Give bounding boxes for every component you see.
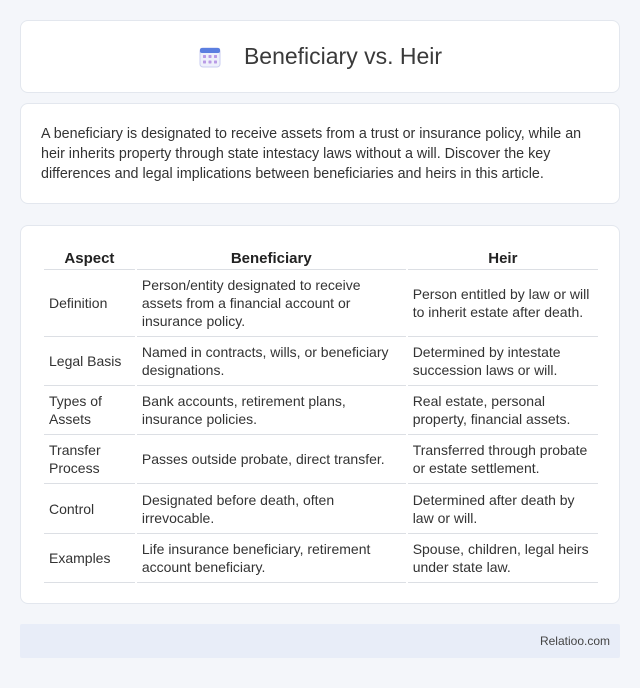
table-row bbox=[44, 484, 598, 534]
footer-brand: Relatioo.com bbox=[539, 634, 610, 648]
beneficiary-cell: Bank accounts, retirement plans, insurance policies. bbox=[137, 386, 406, 435]
aspect-cell: Examples bbox=[44, 534, 135, 583]
heir-cell: Spouse, children, legal heirs under state law. bbox=[408, 534, 598, 583]
beneficiary-cell: Person/entity designated to receive assets from a financial account or insurance policy. bbox=[137, 270, 406, 337]
table-row bbox=[44, 337, 598, 386]
aspect-cell: Control bbox=[44, 484, 135, 534]
comparison-card bbox=[20, 225, 620, 604]
heir-cell: Person entitled by law or will to inherit estate after death. bbox=[408, 270, 598, 337]
page-title: Beneficiary vs. Heir bbox=[243, 43, 443, 69]
table-header-row bbox=[44, 244, 598, 270]
aspect-cell: Transfer Process bbox=[44, 435, 135, 484]
heir-cell: Real estate, personal property, financial assets. bbox=[408, 386, 598, 435]
beneficiary-cell: Passes outside probate, direct transfer. bbox=[137, 435, 406, 484]
beneficiary-cell: Named in contracts, wills, or beneficiary designations. bbox=[137, 337, 406, 386]
aspect-cell: Legal Basis bbox=[44, 337, 135, 386]
table-row bbox=[44, 435, 598, 484]
header-heir: Heir bbox=[408, 244, 598, 270]
comparison-table bbox=[42, 244, 600, 583]
header-beneficiary: Beneficiary bbox=[137, 244, 406, 270]
table-row bbox=[44, 270, 598, 337]
footer bbox=[20, 624, 620, 658]
table-row bbox=[44, 386, 598, 435]
aspect-cell: Types of Assets bbox=[44, 386, 135, 435]
aspect-cell: Definition bbox=[44, 270, 135, 337]
intro-card bbox=[20, 103, 620, 204]
heir-cell: Transferred through probate or estate settlement. bbox=[408, 435, 598, 484]
intro-paragraph: A beneficiary is designated to receive assets from a trust or insurance policy, while an heir inherits property through state intestacy laws without a will. Discover the key differences and legal implications between beneficiaries and heirs in this article. bbox=[41, 126, 582, 182]
beneficiary-cell: Life insurance beneficiary, retirement account beneficiary. bbox=[137, 534, 406, 583]
heir-cell: Determined by intestate succession laws or will. bbox=[408, 337, 598, 386]
title-card bbox=[20, 20, 620, 93]
heir-cell: Determined after death by law or will. bbox=[408, 484, 598, 534]
calendar-grid-icon bbox=[198, 45, 222, 69]
table-row bbox=[44, 534, 598, 583]
beneficiary-cell: Designated before death, often irrevocable. bbox=[137, 484, 406, 534]
header-aspect: Aspect bbox=[44, 244, 135, 270]
